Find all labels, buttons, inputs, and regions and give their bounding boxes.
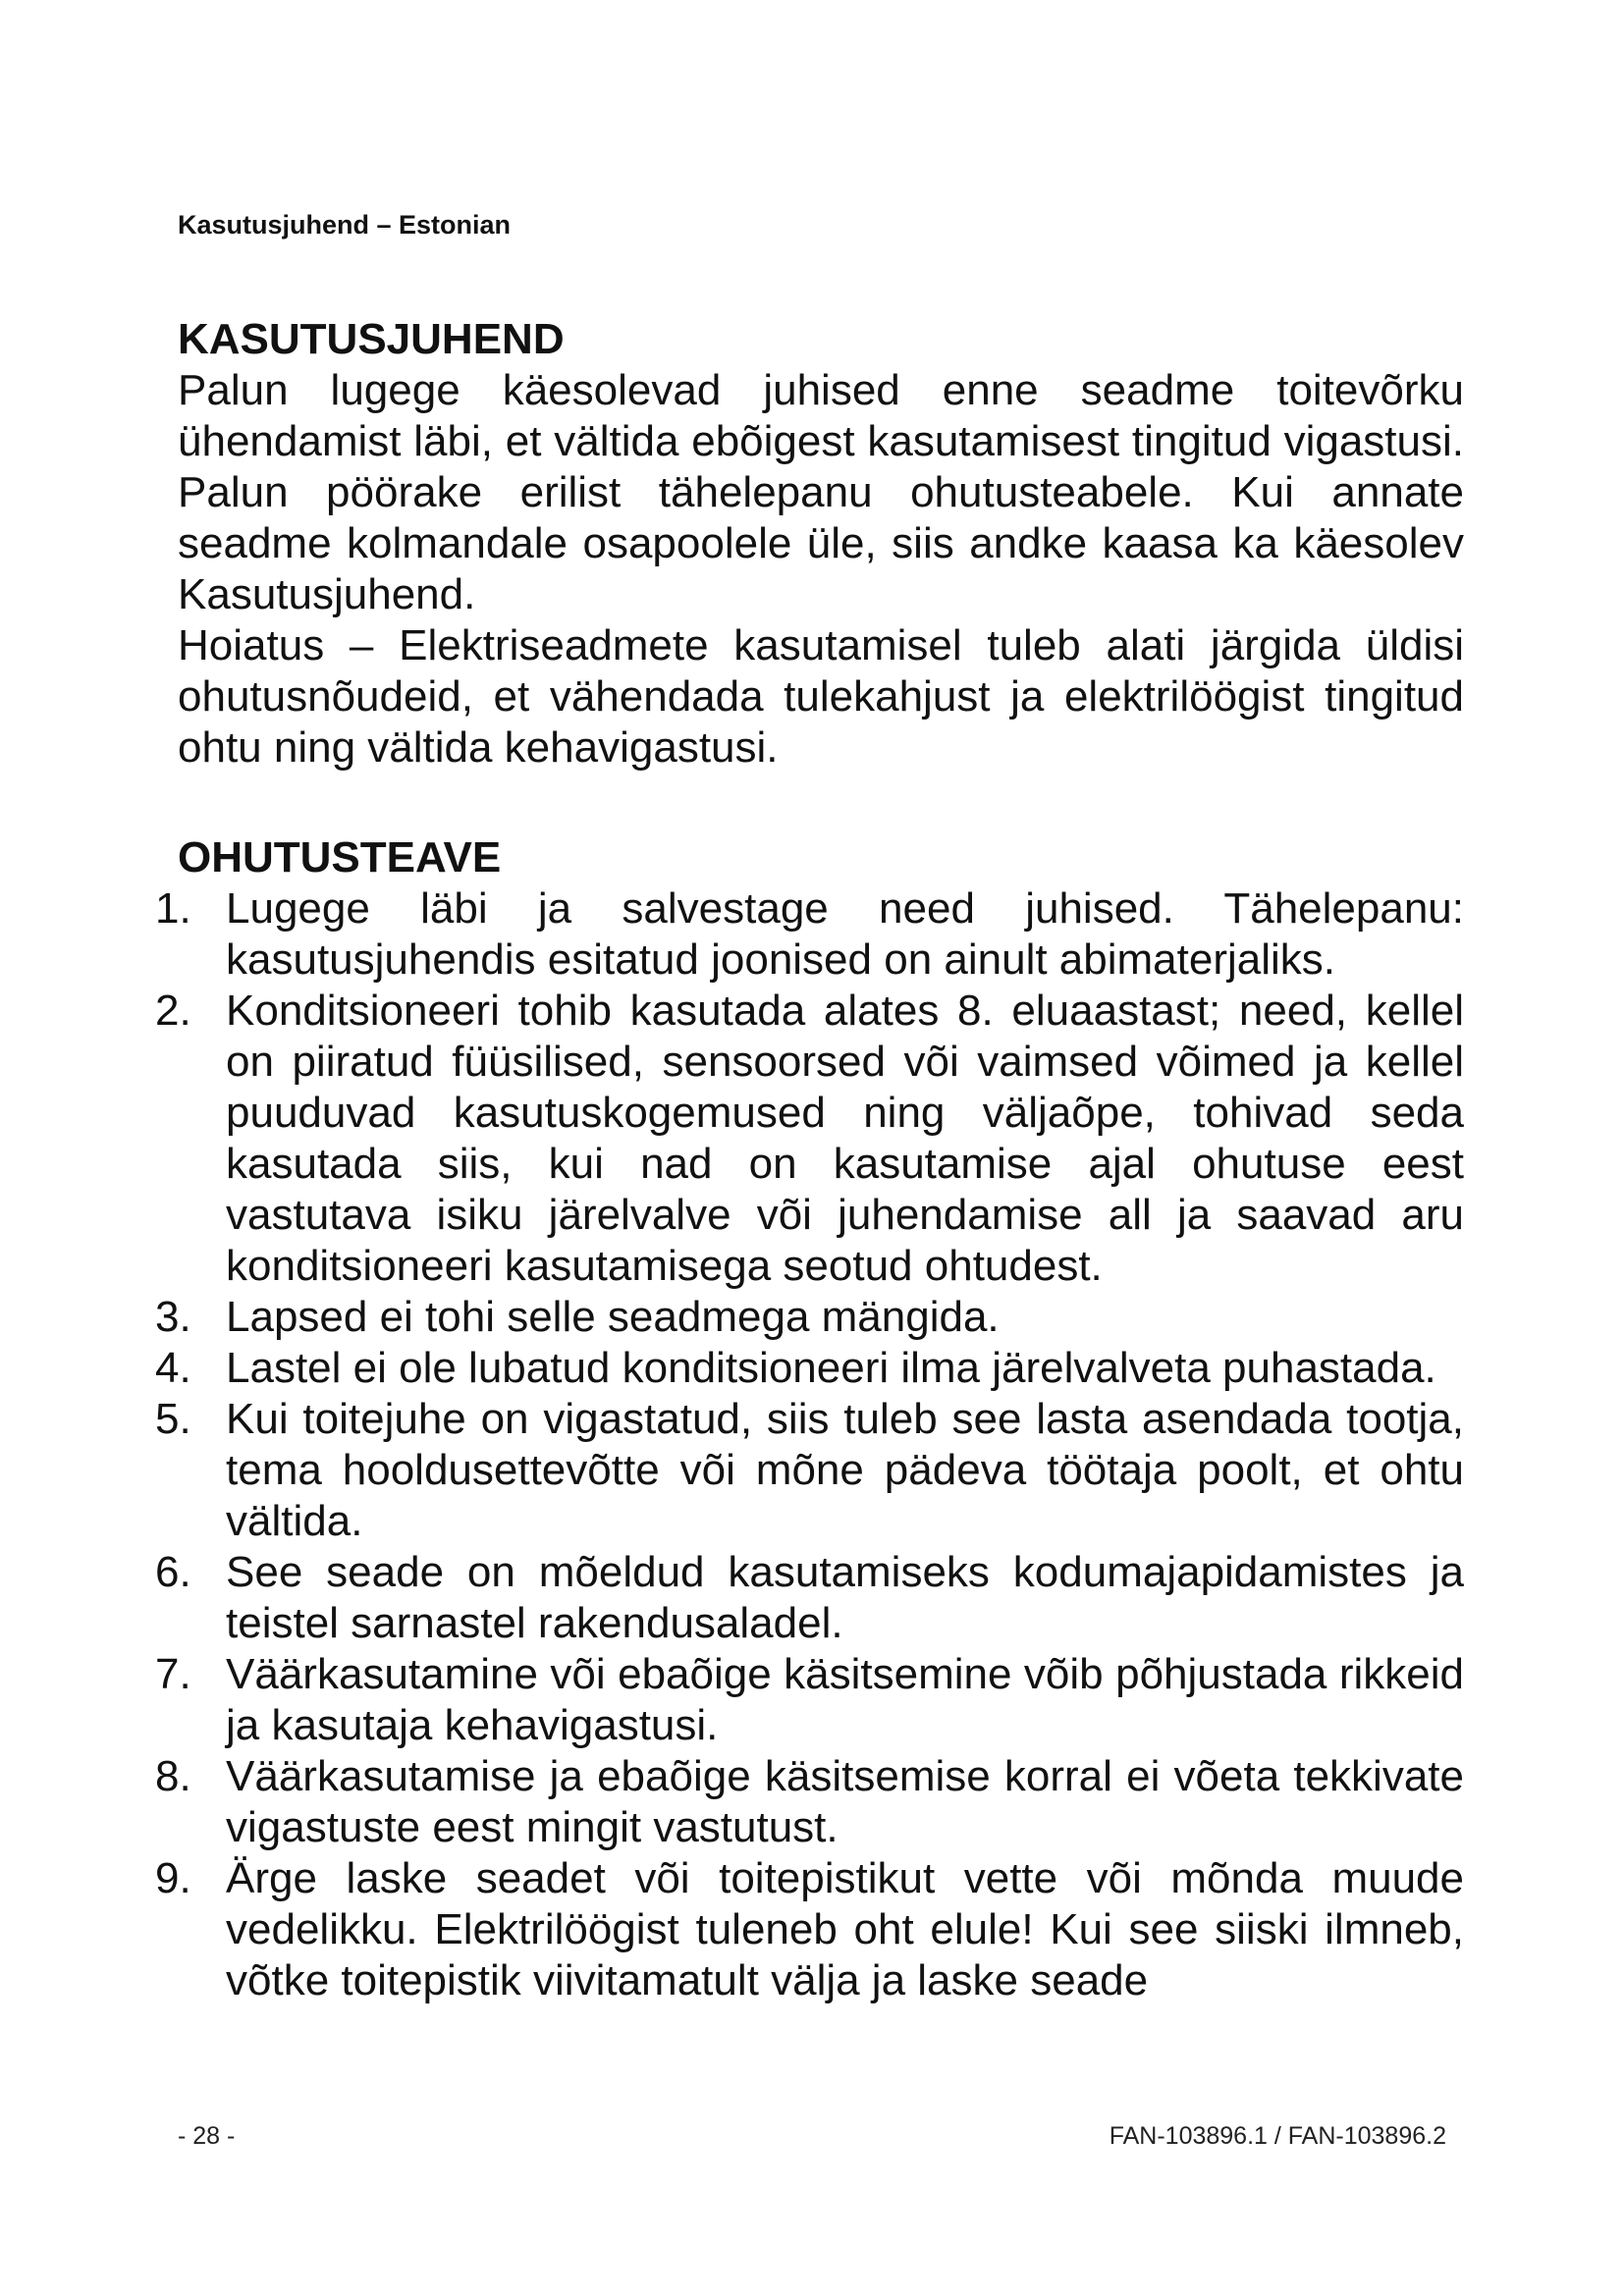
list-item: [155, 1292, 1464, 1343]
list-item-number: 7.: [155, 1650, 191, 1698]
list-item: [155, 1547, 1464, 1649]
list-item: [155, 1343, 1464, 1394]
list-item-text: Lastel ei ole lubatud konditsioneeri ilma järelvalveta puhastada.: [226, 1344, 1436, 1392]
list-item-text: Lugege läbi ja salvestage need juhised. Tähelepanu: kasutusjuhendis esitatud joonised on ainult abimaterjaliks.: [226, 884, 1464, 984]
list-item-text: Lapsed ei tohi selle seadmega mängida.: [226, 1293, 1000, 1341]
safety-list: [155, 883, 1464, 2006]
list-item-number: 5.: [155, 1395, 191, 1443]
list-item: [155, 1751, 1464, 1853]
list-item-number: 2.: [155, 987, 191, 1035]
list-item-text: Väärkasutamise ja ebaõige käsitsemise korral ei võeta tekkivate vigastuste eest mingit vastutust.: [226, 1752, 1464, 1851]
intro-paragraph: Palun lugege käesolevad juhised enne seadme toitevõrku ühendamist läbi, et vältida ebõigest kasutamisest tingitud vigastusi. Palun pöörake erilist tähelepanu ohutusteabele. Kui annate seadme kolmandale osapoolele üle, siis andke kaasa ka käesolev Kasutusjuhend.: [178, 366, 1464, 618]
list-item: [155, 1853, 1464, 2006]
document-header-label: Kasutusjuhend – Estonian: [178, 210, 512, 240]
list-item-number: 1.: [155, 884, 191, 933]
list-item-text: Kui toitejuhe on vigastatud, siis tuleb see lasta asendada tootja, tema hooldusettevõtte või mõne pädeva töötaja poolt, et ohtu vältida.: [226, 1395, 1464, 1545]
safety-title: OHUTUSTEAVE: [178, 833, 502, 881]
warning-paragraph: Hoiatus – Elektriseadmete kasutamisel tuleb alati järgida üldisi ohutusnõudeid, et vähendada tulekahjust ja elektrilöögist tingitud ohtu ning vältida kehavigastusi.: [178, 621, 1464, 772]
list-item-number: 4.: [155, 1344, 191, 1392]
model-number: FAN-103896.1 / FAN-103896.2: [1109, 2122, 1446, 2150]
list-item: [155, 986, 1464, 1292]
list-item-number: 6.: [155, 1548, 191, 1596]
list-item: [155, 883, 1464, 986]
list-item: [155, 1649, 1464, 1751]
list-item: [155, 1394, 1464, 1547]
list-item-number: 8.: [155, 1752, 191, 1800]
list-item-text: See seade on mõeldud kasutamiseks kodumajapidamistes ja teistel sarnastel rakendusaladel.: [226, 1548, 1464, 1647]
safety-section: [155, 832, 1464, 2006]
intro-section: [178, 314, 1464, 774]
list-item-number: 9.: [155, 1854, 191, 1902]
list-item-text: Väärkasutamine või ebaõige käsitsemine võib põhjustada rikkeid ja kasutaja kehavigastusi.: [226, 1650, 1464, 1749]
list-item-text: Konditsioneeri tohib kasutada alates 8. eluaastast; need, kellel on piiratud füüsilised, sensoorsed või vaimsed võimed ja kellel puuduvad kasutuskogemused ning väljaõpe, tohivad seda kasutada siis, kui nad on kasutamise ajal ohutuse eest vastutava isiku järelvalve või juhendamise all ja saavad aru konditsioneeri kasutamisega seotud ohtudest.: [226, 987, 1464, 1290]
list-item-number: 3.: [155, 1293, 191, 1341]
page-number: - 28 -: [178, 2122, 236, 2150]
intro-title: KASUTUSJUHEND: [178, 315, 565, 363]
list-item-text: Ärge laske seadet või toitepistikut vette või mõnda muude vedelikku. Elektrilöögist tuleneb oht elule! Kui see siiski ilmneb, võtke toitepistik viivitamatult välja ja laske seade: [226, 1854, 1464, 2004]
